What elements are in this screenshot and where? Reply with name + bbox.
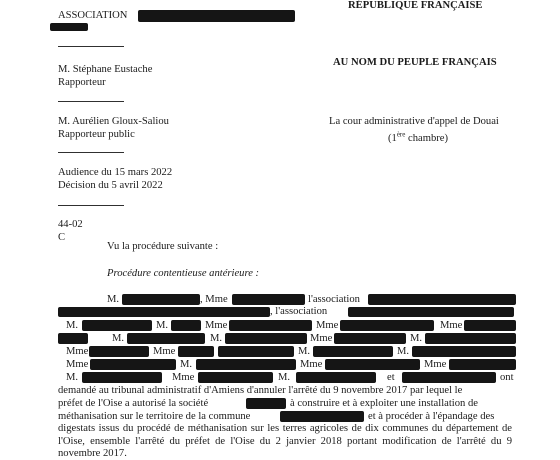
- redacted-party-name: [82, 320, 152, 331]
- party-title: M.: [180, 359, 193, 370]
- redacted-party-name: [225, 333, 307, 344]
- party-title: M.: [66, 372, 79, 383]
- party-title: Mme: [66, 359, 89, 370]
- paragraph-line: méthanisation sur le territoire de la commune: [58, 411, 251, 422]
- case-code-letter: C: [58, 232, 66, 243]
- redacted-party-name: [122, 294, 200, 305]
- redacted-party-name: [127, 333, 205, 344]
- intro-line: Vu la procédure suivante :: [107, 241, 219, 252]
- party-title: l'association: [308, 294, 360, 305]
- redacted-party-name: [90, 359, 176, 370]
- party-title: Mme: [310, 333, 333, 344]
- paragraph-tail: digestats issus du procédé de méthanisation sur les terres agricoles de dix communes du département de l'Oise, ensemble l'arrêté du préfet de l'Oise du 2 janvier 2018 portant modification de l'arrêté du 9 novembre 2017.: [58, 423, 512, 460]
- party-title: Mme: [205, 320, 228, 331]
- party-title: M.: [410, 333, 423, 344]
- redacted-party-name: [58, 307, 270, 317]
- divider-rule: [58, 46, 124, 47]
- redacted-party-name: [412, 346, 516, 357]
- chamber-label: (1ère chambre): [388, 130, 449, 144]
- court-name: La cour administrative d'appel de Douai: [329, 116, 499, 127]
- redacted-party-name: [464, 320, 516, 331]
- redacted-party-name: [178, 346, 214, 357]
- paragraph-line: et à procéder à l'épandage des: [368, 411, 495, 422]
- redacted-party-name: [171, 320, 201, 331]
- redacted-party-name: [425, 333, 516, 344]
- redacted-association-name-2: [50, 23, 88, 31]
- case-code: 44-02: [58, 219, 83, 230]
- hearing-date: Audience du 15 mars 2022: [58, 167, 173, 178]
- divider-rule: [58, 101, 124, 102]
- rapporteur-role: Rapporteur: [58, 77, 106, 88]
- redacted-party-name: [218, 346, 294, 357]
- party-title: , l'association: [270, 306, 328, 317]
- party-title: Mme: [424, 359, 447, 370]
- redacted-commune-name: [280, 411, 364, 422]
- party-title: Mme: [440, 320, 463, 331]
- party-title: M.: [112, 333, 125, 344]
- word-ont: ont: [500, 372, 514, 383]
- redacted-party-name: [232, 294, 305, 305]
- party-title: M.: [107, 294, 120, 305]
- redacted-party-name: [340, 320, 434, 331]
- redacted-party-name: [368, 294, 516, 305]
- party-title: M.: [66, 320, 79, 331]
- party-title: M.: [397, 346, 410, 357]
- word-et: et: [387, 372, 395, 383]
- party-title: M.: [298, 346, 311, 357]
- party-title: M.: [210, 333, 223, 344]
- redacted-party-name: [296, 372, 376, 383]
- people-heading: AU NOM DU PEUPLE FRANÇAIS: [333, 57, 497, 68]
- republic-heading: RÉPUBLIQUE FRANÇAISE: [348, 0, 483, 11]
- redacted-party-name: [229, 320, 312, 331]
- party-title: Mme: [153, 346, 176, 357]
- redacted-party-name: [89, 346, 149, 357]
- redacted-party-name: [449, 359, 516, 370]
- rapporteur-name: M. Stéphane Eustache: [58, 64, 153, 75]
- party-title: M.: [156, 320, 169, 331]
- redacted-party-name: [58, 333, 88, 344]
- party-title: , Mme: [200, 294, 228, 305]
- party-title: Mme: [316, 320, 339, 331]
- divider-rule: [58, 152, 124, 153]
- procedure-title: Procédure contentieuse antérieure :: [107, 268, 260, 279]
- redacted-party-name: [325, 359, 420, 370]
- paragraph-line: préfet de l'Oise a autorisé la société: [58, 398, 209, 409]
- paragraph-line: demandé au tribunal administratif d'Amiens d'annuler l'arrêté du 9 novembre 2017 par lequel le: [58, 385, 463, 396]
- redacted-association-name: [138, 10, 295, 22]
- redacted-company-name: [246, 398, 286, 409]
- party-title: Mme: [172, 372, 195, 383]
- decision-date: Décision du 5 avril 2022: [58, 180, 163, 191]
- public-rapporteur-role: Rapporteur public: [58, 129, 135, 140]
- redacted-party-name: [348, 307, 514, 317]
- party-title: M.: [278, 372, 291, 383]
- redacted-party-name: [334, 333, 406, 344]
- party-title: Mme: [300, 359, 323, 370]
- redacted-party-name: [402, 372, 496, 383]
- divider-rule: [58, 205, 124, 206]
- paragraph-line: à construire et à exploiter une installation de: [290, 398, 478, 409]
- party-title: Mme: [66, 346, 89, 357]
- redacted-party-name: [82, 372, 162, 383]
- redacted-party-name: [313, 346, 393, 357]
- redacted-party-name: [196, 359, 296, 370]
- public-rapporteur-name: M. Aurélien Gloux-Saliou: [58, 116, 169, 127]
- redacted-party-name: [198, 372, 273, 383]
- association-label: ASSOCIATION: [58, 10, 128, 21]
